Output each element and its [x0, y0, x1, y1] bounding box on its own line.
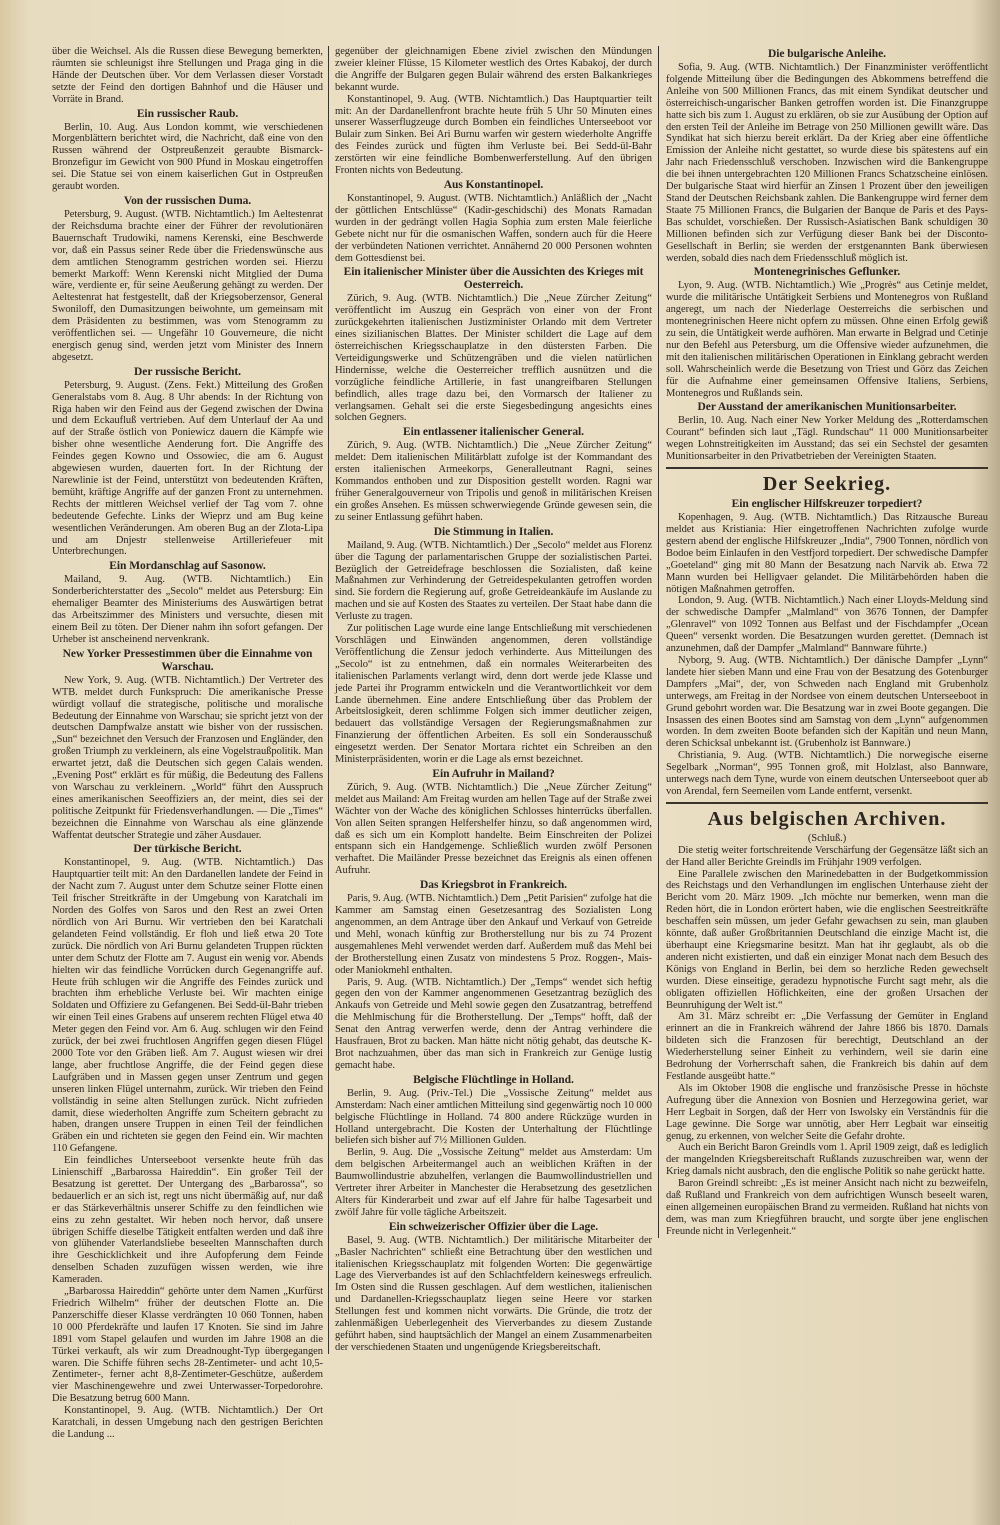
article-paragraph: Berlin, 10. Aug. Nach einer New Yorker Meldung des „Rotterdamschen Courant“ befinden sich laut „Tägl. Rundschau“ 11 000 Munitionsarbeiter wegen Lohnstreitigkeiten im Ausstand; das sei ein Sechstel der gesamten Munitionsarbeiter in den Privatbetrieben der Vereinigten Staaten. [666, 415, 988, 463]
article-headline: Ein Aufruhr in Mailand? [432, 767, 555, 780]
article [335, 426, 652, 523]
article-paragraph: Sofia, 9. Aug. (WTB. Nichtamtlich.) Der Finanzminister veröffentlicht folgende Mitteilung über die Bedingungen des Abkommens betreffend die Anleihe von 500 Millionen Francs, das mit einem Syndikat deutscher und österreichisch-ungarischer Banken getroffen worden ist. Die Finanzgruppe hatte sich bis zum 1. August zu erklären, ob sie zur Ausübung der Option auf den ersten Teil der Anleihe im Betrage von 250 Millionen gewillt wäre. Das Syndikat hat sich hierzu bereit erklärt. Da der Krieg aber eine öffentliche Emission der Anleihe nicht gestattet, so wurde diese bis spätestens auf ein Jahr nach Friedensschluß verschoben. Inzwischen wird die Bankengruppe die bei ihnen untergebrachten 120 Millionen Francs Schatzscheine einlösen. Der bulgarische Staat wird hierfür an Zinsen 1 Prozent über den jeweiligen Stand der Deutschen Reichsbank zahlen. Die Bankengruppe wird ferner dem Staate 75 Millionen Francs, die Bulgarien der Banque de Paris et des Pays-Bas schuldet, vorschießen. Der Russisch-Asiatischen Bank schuldigen 30 Millionen befinden sich zur Verfügung dieser Bank bei der Disconto-Gesellschaft in Berlin; sie werden der erstgenannten Bank überwiesen werden, sobald dies nach dem Friedensschluß möglich ist. [666, 62, 988, 264]
article [335, 879, 652, 1072]
article [52, 366, 323, 559]
article-headline: Das Kriegsbrot in Frankreich. [420, 879, 567, 892]
article-headline: Ein italienischer Minister über die Aussichten des Krieges mit Oesterreich. [343, 266, 644, 292]
article-paragraph: Berlin, 9. Aug. (Priv.-Tel.) Die „Vossische Zeitung“ meldet aus Amsterdam: Nach einer amtlichen Mitteilung sind gegenwärtig noch 10 000 belgische Flüchtlinge in Holland. 74 800 andere Rückzüge wurden in Holland untergebracht. Die Kosten der Unterhaltung der Flüchtlinge beliefen sich bisher auf 7½ Millionen Gulden. [335, 1087, 652, 1147]
article-paragraph: New York, 9. Aug. (WTB. Nichtamtlich.) Der Vertreter des WTB. meldet durch Funkspruch: Die amerikanische Presse würdigt vollauf die strategische, politische und moralische Bedeutung der Einnahme von Warschau; sie spricht jetzt von der deutschen Dampfwalze anstatt wie bisher von der russischen. „Sun“ bezeichnet den Versuch der Franzosen und Engländer, den großen Triumph zu verkleinern, als eine Vogelstraußpolitik. Man erwartet jetzt, daß die Deutschen sich gegen Calais wenden. „Evening Post“ erklärt es für müßig, die Bedeutung des Fallens von Warschau zu verkleinern. „World“ führt den Ausspruch eines amerikanischen Seeoffiziers an, der meint, dies sei der politische Zeitpunkt für Friedensverhandlungen. — Die „Times“ bezeichnen die Einnahme von Warschau als eine glänzende Waffentat deutscher Strategie und zäher Ausdauer. [52, 674, 323, 841]
column-3 [658, 46, 988, 1238]
article [335, 266, 652, 424]
section-headline: Aus belgischen Archiven. [666, 802, 988, 830]
article [52, 195, 323, 364]
article-paragraph: Basel, 9. Aug. (WTB. Nichtamtlich.) Der militärische Mitarbeiter der „Basler Nachrichten“ schließt eine Betrachtung über den westlichen und italienischen Kriegsschauplatz mit folgenden Worten: Die gegenwärtige Lage des Vierverbandes ist auf den Schlachtfeldern keineswegs erfreulich. Im Osten sind die Russen geschlagen. Auf dem westlichen, italienischen und Dardanellen-Kriegsschauplatz liegen seine Heere vor starken Stellungen fest und kommen nicht vorwärts. Die Gründe, die trotz der zahlenmäßigen Ueberlegenheit des Vierverbandes zu diesem Zustande geführt haben, sind hauptsächlich der Mangel an einem Zusammenarbeiten der verschiedenen Staaten und ungenügende Kriegsbereitschaft. [335, 1234, 652, 1353]
article-headline: Ein entlassener italienischer General. [402, 426, 585, 439]
article-paragraph: Kopenhagen, 9. Aug. (WTB. Nichtamtlich.) Das Ritzausche Bureau meldet aus Kristiania: Hier eingetroffenen Nachrichten zufolge wurde gestern abend der englische Hilfskreuzer „India“, 7900 Tonnen, nördlich von Bodoe beim Einlaufen in den Vestfjord torpediert. Der schwedische Dampfer „Goeteland“ ging mit 80 Mann der Besatzung nach Narvik ab. Etwa 72 Mann wurden bei Helligvaer gelandet. Die Militärbehörden haben die nötigen Maßnahmen getroffen. [666, 512, 988, 595]
article-paragraph: Konstantinopel, 9. Aug. (WTB. Nichtamtlich.) Das Hauptquartier teilt mit: An der Dardanellenfront brachte heute früh 5 Uhr 50 Minuten eines unserer Wasserflugzeuge durch Bomben ein feindliches Unterseeboot vor Bulair zum Sinken. Bei Ari Burnu warfen wir gestern wiederholte Angriffe des Feindes zurück und fügten ihm Verluste bei. Bei Sedd-ül-Bahr zerstörten wir eine feindliche Bombenwerferstellung. Auf den übrigen Fronten nichts von Bedeutung. [335, 93, 652, 177]
article-paragraph: Paris, 9. Aug. (WTB. Nichtamtlich.) Der „Temps“ wendet sich heftig gegen den von der Kammer angenommenen Gesetzantrag bezüglich des Ankaufs von Getreide und Mehl sowie gegen den Zusatzantrag, betreffend die Mehlmischung für die Brotherstellung. Der „Temps“ hofft, daß der Senat den Antrag verwerfen werde, denn der Antrag verhindere die Hausfrauen, Brot zu backen. Man hätte nicht nötig gehabt, das deutsche K-Brot nachzuahmen, über das man sich in Frankreich zur Genüge lustig gemacht habe. [335, 976, 652, 1071]
article-headline: Aus Konstantinopel. [443, 178, 544, 191]
column-1 [52, 46, 328, 1441]
article-headline: Der türkische Bericht. [133, 843, 242, 856]
article-paragraph: Nyborg, 9. Aug. (WTB. Nichtamtlich.) Der dänische Dampfer „Lynn“ landete hier sieben Mann und eine Frau von der Besatzung des Gotenburger Dampfers „Mai“, der, von Schweden nach England mit Grubenholz unterwegs, am Freitag in der Nordsee von einem deutschen Unterseeboot in Grund gebohrt worden war. Die Besatzung war in zwei Boote gegangen. Die Insassen des einen Bootes sind am Samstag von dem „Lynn“ aufgenommen worden. In dem zweiten Boote befanden sich der Kapitän und neun Mann, deren Schicksal unbekannt ist. (Grubenholz ist Bannware.) [666, 654, 988, 750]
article [52, 46, 323, 106]
article-paragraph: Konstantinopel, 9. Aug. (WTB. Nichtamtlich.) Der Ort Karatchali, in dessen Umgebung nach den gestrigen Berichten die Landung ... [52, 1405, 323, 1440]
article-paragraph: Zürich, 9. Aug. (WTB. Nichtamtlich.) Die „Neue Zürcher Zeitung“ veröffentlicht im Auszug ein Gespräch von einer von der Front zurückgekehrten italienischen Justizminister Orlando mit dem Vertreter eines sizilianischen Blattes. Der Minister schildert die Lage auf dem österreichischen Kriegsschauplatze in den düstersten Farben. Die Verteidigungswerke und Schützengräben und die vielen natürlichen Hindernisse, welche die Oesterreicher trefflich ausnützen und die vorzügliche feindliche Artillerie, in fast unangreifbaren Stellungen befindlich, alles trage dazu bei, den Vormarsch der Italiener zu verlangsamen. Gehalt sei die erste Siegesbedingung angesichts eines solchen Gegners. [335, 293, 652, 424]
article-headline: Ein russischer Raub. [136, 107, 239, 120]
article [52, 648, 323, 842]
article-paragraph: Zürich, 9. Aug. (WTB. Nichtamtlich.) Die „Neue Zürcher Zeitung“ meldet aus Mailand: Am Freitag wurden am hellen Tage auf der Straße zwei Wächter von der Wache des königlichen Schlosses hinterrücks überfallen. Von allen Seiten sprangen Helfershelfer hinzu, so daß angenommen wird, daß es sich um ein Komplott handelte. Beim Einschreiten der Polizei entspann sich ein Handgemenge. Schließlich wurden zwölf Personen verhaftet. Die Mailänder Presse bezeichnet das Ereignis als einen offenen Aufruhr. [335, 781, 652, 877]
article-headline: Der russische Bericht. [134, 365, 241, 378]
article-paragraph: Mailand, 9. Aug. (WTB. Nichtamtlich.) Der „Secolo“ meldet aus Florenz über die Tagung der parlamentarischen Gruppe der sozialistischen Partei. Bezüglich der Getreidefrage beschlossen die Sozialisten, daß keine Maßnahmen zur Verhinderung der Getreidespekulanten getroffen worden sind. Sie fordern die Regierung auf, große Getreideankäufe im Auslande zu machen und sie auf Kosten des Staates zu verteilen. Der Staat habe dann die Verluste zu tragen. [335, 539, 652, 623]
article-headline: Die bulgarische Anleihe. [768, 48, 886, 60]
article-paragraph: Eine Parallele zwischen den Marinedebatten in der Budgetkommission des Reichstags und den Verhandlungen im englischen Unterhause zieht der Bericht vom 20. März 1909. „Ich möchte nur bemerken, wenn man die Reden hört, die in London erörtert haben, wie die englischen Seestreitkräfte beschaffen sein müssen, um jeder Gefahr gewachsen zu sein, man glauben könnte, daß außer Großbritannien Deutschland die einzige Macht ist, die überhaupt eine Kriegsmarine besitzt. Man hat ihr geglaubt, als ob die anderen nicht existierten, und daß ein einziger Monat nach dem Besuch des Königs von England in Berlin, bei dem so herzliche Reden gewechselt wurden. Diese einseitige, geradezu hypnotische Furcht sagt mehr, als die obligaten offiziellen Höflichkeiten, eine der großen Ursachen der Beunruhigung der Welt ist.“ [666, 868, 988, 1011]
article-paragraph: gegenüber der gleichnamigen Ebene ziviel zwischen den Mündungen zweier kleiner Flüsse, 15 Kilometer westlich des Ortes Kabakoj, der durch die Angriffe der Bulgaren gegen Bulair während des ersten Balkankrieges bekannt wurde. [335, 46, 652, 93]
article-headline: Ein Mordanschlag auf Sasonow. [109, 560, 266, 573]
article [335, 1221, 652, 1354]
article-paragraph: Die stetig weiter fortschreitende Verschärfung der Gegensätze läßt sich an der Hand aller Berichte Greindls im Frühjahr 1909 verfolgen. [666, 844, 988, 868]
article-paragraph: Berlin, 10. Aug. Aus London kommt, wie verschiedenen Morgenblättern berichtet wird, die Nachricht, daß eine von den Russen während der Ostpreußenzeit geraubte Bismarck-Bronzefigur im Gewicht von 900 Pfund in Moskau eingetroffen sei. Die Statue sei von einem kaiserlichen Gut in Ostpreußen geraubt worden. [52, 121, 323, 193]
article-paragraph: Mailand, 9. Aug. (WTB. Nichtamtlich.) Ein Sonderberichterstatter des „Secolo“ meldet aus Petersburg: Ein ehemaliger Beamter des Ministeriums des Auswärtigen betrat das Arbeitszimmer des Ministers und versuchte, diesen mit einem Beil zu töten. Der Diener nahm ihn sofort gefangen. Der Urheber ist anscheinend nervenkrank. [52, 574, 323, 645]
article [335, 179, 652, 264]
article [666, 48, 988, 264]
article-paragraph: Zürich, 9. Aug. (WTB. Nichtamtlich.) Die „Neue Zürcher Zeitung“ meldet: Dem italienischen Militärblatt zufolge ist der Kommandant des ersten italienischen Armeekorps, Generalleutnant Ragni, seines Kommandos enthoben und zur Disposition gestellt worden. Ragni war früher Generalgouverneur von Tripolis und genoß in militärischen Kreisen ein großes Ansehen. Es müssen schwerwiegende Gründe gewesen sein, die zu seiner Entlassung geführt haben. [335, 440, 652, 523]
section-headline: Der Seekrieg. [666, 467, 988, 495]
article-paragraph: Zur politischen Lage wurde eine lange Entschließung mit verschiedenen Vorschlägen und Einwänden angenommen, deren vollständige Veröffentlichung die Zensur jedoch verhinderte. Aus Mitteilungen des „Secolo“ ist zu entnehmen, daß ein normales Weiterarbeiten des italienischen Parlaments verlangt wird, denn dort werde jede Klasse und jede Partei ihr Programm entwickeln und die Verantwortlichkeit vor dem Lande übernehmen. Eine andere Entschließung über das Problem der Arbeitslosigkeit, deren schlimme Folgen sich immer deutlicher zeigen, bedauert das vollständige Versagen der Regierungsmaßnahmen zur Finanzierung der öffentlichen Arbeiten. Es soll ein Sonderausschuß eingesetzt werden. Der Senator Mortara richtet ein Schreiben an den Ministerpräsidenten, worin er die Lage als ernst bezeichnet. [335, 623, 652, 766]
article-paragraph: über die Weichsel. Als die Russen diese Bewegung bemerkten, räumten sie schleunigst ihre Stellungen und Praga ging in die Hände der Deutschen über. Vor dem Verlassen dieser Vorstadt setzte der Feind den dortigen Bahnhof und die Häuser und Vorräte in Brand. [52, 46, 323, 105]
article [666, 467, 988, 798]
article [666, 802, 988, 1238]
article [52, 560, 323, 645]
article [666, 401, 988, 463]
article-paragraph: Ein feindliches Unterseeboot versenkte heute früh das Linienschiff „Barbarossa Haireddin“. Ein großer Teil der Besatzung ist gerettet. Der Untergang des „Barbarossa“, so bedauerlich er an sich ist, regt uns nicht übermäßig auf, nur daß er das Stärkeverhältnis unserer Schiffe zu den feindlichen wie eins zu zehn gestaltet. Wir heben noch hervor, daß unsere übrigen Schiffe dieselbe Tätigkeit entfalten werden und daß ihre von glühender Vaterlandsliebe beseelten Mannschaften durch ihre Geschicklichkeit und ihre Aufopferung dem Feinde denselben Schaden zuzufügen wissen werden, wie ihre Kameraden. [52, 1155, 323, 1286]
article [52, 108, 323, 193]
article [335, 46, 652, 177]
article-paragraph: Petersburg, 9. August. (WTB. Nichtamtlich.) Im Aeltestenrat der Reichsduma brachte einer der Führer der revolutionären Bauernschaft Trudowiki, namens Kerenski, eine Beschwerde vor, daß ein Passus seiner Rede über die Friedenswünsche aus dem amtlichen Stenogramm gestrichen worden sei. Hierzu bemerkt Markoff: Wenn Kerenski nicht Mitglied der Duma wäre, verdiente er, für seine Aeußerung gehängt zu werden. Der Aeltestenrat hat festgestellt, daß der Kriegsoberzensor, General Swoniloff, den Dumasitzungen beiwohnte, um gemeinsam mit dem Präsidenten zu bestimmen, was vom Stenogramm zu veröffentlichen sei. — Ungefähr 10 Gouverneure, die nicht energisch genug sind, werden jetzt vom Minister des Innern abgesetzt. [52, 208, 323, 363]
article-headline: Montenegrinisches Geflunker. [753, 266, 901, 279]
article-headline: Der Ausstand der amerikanischen Munitionsarbeiter. [697, 401, 957, 414]
article [335, 1074, 652, 1219]
article-headline: Die Stimmung in Italien. [433, 525, 554, 538]
article-paragraph: Petersburg, 9. August. (Zens. Fekt.) Mitteilung des Großen Generalstabs vom 8. Aug. 8 Uhr abends: In der Richtung von Riga haben wir den Feind aus der Gegend zwischen der Dwina und dem Eckaufluß vertrieben. Auf dem Unterlauf der Aa und auf der Straße östlich von Poniewicz dauern die Kämpfe wie bisher ohne wesentliche Aenderung fort. Die Angriffe des Feindes gegen Kowno und Ossowiec, die am 6. August abgewiesen wurden, dauerten fort. In der Richtung der Narewlinie ist der Feind, unterstützt von bedeutenden Kräften, bemüht, kräftige Angriffe auf der ganzen Front zu unternehmen. Rechts der mittleren Weichsel verlief der Tag vom 7. ohne bedeutende Gefechte. Links der Wieprz und am Bug keine wesentlichen Veränderungen. Am oberen Bug an der Zlota-Lipa und am Dnjestr stellenweise Artilleriefeuer mit Unterbrechungen. [52, 379, 323, 558]
article-paragraph: Als im Oktober 1908 die englische und französische Presse in höchste Aufregung über die Annexion von Bosnien und Herzegowina geriet, war Herr Legbait in Sorgen, daß der Herr von Iswolsky ein Verständnis für die Lage gewinne. Die Sorge war unnötig, aber Herr Legbait war einseitig genug, zu erkennen, von welcher Seite die Gefahr drohte. [666, 1082, 988, 1142]
article-paragraph: Paris, 9. Aug. (WTB. Nichtamtlich.) Dem „Petit Parisien“ zufolge hat die Kammer am Samstag einen Gesetzesantrag des Sozialisten Long angenommen, an dem Antrage über den Ankauf und Verkauf von Getreide und Mehl, wonach künftig zur Brotherstellung nur bis zu 74 Prozent ausgemahlenes Mehl verwendet werden darf. Außerdem muß das Mehl bei der Brotherstellung einen Zusatz von mindestens 5 Proz. Roggen-, Mais- oder Maniokmehl enthalten. [335, 893, 652, 976]
article-paragraph: Auch ein Bericht Baron Greindls vom 1. April 1909 zeigt, daß es lediglich der mangelnden Kriegsbereitschaft Rußlands zuzuschreiben war, wenn der Krieg damals nicht ausbrach, den die englische Politik so nahe gerückt hatte. [666, 1142, 988, 1178]
article-headline: Von der russischen Duma. [123, 194, 252, 207]
article-paragraph: Baron Greindl schreibt: „Es ist meiner Ansicht nach nicht zu bezweifeln, daß Rußland und Frankreich von dem aufrichtigen Wunsch beseelt waren, einen allgemeinen europäischen Brand zu vermeiden. Rußland hat nichts von dem, was man zum Kriegführen braucht, und sorgte über jene englischen Freunde nicht in Verlegenheit.“ [666, 1178, 988, 1237]
article-paragraph: Lyon, 9. Aug. (WTB. Nichtamtlich.) Wie „Progrès“ aus Cetinje meldet, wurde die militärische Untätigkeit Serbiens und Montenegros von Rußland angeregt, um nach der Niederlage Oesterreichs die serbischen und montenegrinischen Heere nicht opfern zu müssen. Ohne einen Erfolg gewiß zu sein, die Untätigkeit werde aufhören. Man erwarte in Belgrad und Cetinje nur den Befehl aus Petersburg, um die Offensive wieder aufzunehmen, die mit den italienischen militärischen Operationen in Einklang gebracht werden soll. Wahrscheinlich werde die Besetzung von Triest und Görz das Zeichen für die Aufnahme einer gemeinsamen Offensive Italiens, Serbiens, Montenegros und Rußlands sein. [666, 280, 988, 399]
column-2 [328, 46, 658, 1354]
article-headline: Belgische Flüchtlinge in Holland. [413, 1073, 574, 1086]
article-headline: Ein englischer Hilfskreuzer torpediert? [731, 498, 923, 511]
article-headline: New Yorker Pressestimmen über die Einnahme von Warschau. [62, 647, 313, 673]
article-paragraph: Konstantinopel, 9. August. (WTB. Nichtamtlich.) Anläßlich der „Nacht der göttlichen Entschlüsse“ (Kadir-geschidschi) des Monats Ramadan wurden in der gedrängt vollen Hagia Sophia zum ersten Male feierliche Gebete nicht nur für die osmanischen Waffen, sondern auch für die Heere der verbündeten Nationen verrichtet. Annähernd 20 000 Personen wohnten dem Gottesdienst bei. [335, 192, 652, 264]
article [52, 843, 323, 1440]
article-paragraph: „Barbarossa Haireddin“ gehörte unter dem Namen „Kurfürst Friedrich Wilhelm“ früher der deutschen Flotte an. Die Panzerschiffe dieser Klasse verdrängten 10 060 Tonnen, haben 10 000 Pferdekräfte und laufen 17 Knoten. Sie sind im Jahre 1891 vom Stapel gelaufen und wurden im Jahre 1908 an die Türkei verkauft, als wir zum Dreadnought-Typ übergegangen waren. Die Schiffe führen sechs 28-Zentimeter- und acht 10,5-Zentimeter-, ferner acht 8,8-Zentimeter-Geschütze, außerdem vier Maschinengewehre und zwei Unterwasser-Torpedorohre. Die Besatzung betrug 600 Mann. [52, 1286, 323, 1405]
article-paragraph: Konstantinopel, 9. Aug. (WTB. Nichtamtlich.) Das Hauptquartier teilt mit: An den Dardanellen landete der Feind in der Nacht zum 7. August unter dem Schutze seiner Flotte einen Teil frischer Streitkräfte in der Umgebung von Karatchali im Norden des Golfes von Saros und den Rest an zwei Orten nördlich von Ari Burnu. Wir vertrieben den bei Karatchali gelandeten Feind vollständig. Er floh und ließ etwa 20 Tote zurück. Die nördlich von Ari Burnu gelandeten Truppen rückten unter dem Schutz der Flotte am 7. August ein wenig vor. Abends hielten wir das feindliche Vorrücken durch Gegenangriffe auf. Heute früh schlugen wir die Angriffe des Feindes zurück und brachten ihm erhebliche Verluste bei. Wir machten einige Soldaten und Offiziere zu Gefangenen. Bei Sedd-ül-Bahr trieben wir einen Teil eines Grabens auf unserem rechten Flügel etwa 40 Meter gegen den Feind vor. Am 6. Aug. schlugen wir den Feind zurück, der bei zwei fruchtlosen Angriffen gegen diesen Flügel 2000 Tote vor den Gräben ließ. Am 7. August wiesen wir drei lange, aber fruchtlose Angriffe, die der Feind gegen diese Laufgräben und in Massen gegen unser Zentrum und gegen unseren linken Flügel unternahm, zurück. Wir trieben den Feind vollständig in seine alten Stellungen zurück. Nicht zufrieden damit, diese wiederholten Angriffe zum Scheitern gebracht zu haben, drangen unsere Truppen in einen Teil der feindlichen Gräben ein und richteten sie gegen den Feind ein. Wir machten 110 Gefangene. [52, 857, 323, 1155]
article [335, 768, 652, 877]
article-paragraph: Christiania, 9. Aug. (WTB. Nichtamtlich.) Die norwegische eiserne Segelbark „Norman“, 995 Tonnen groß, mit Holzlast, also Bannware, unterwegs nach dem Tyne, wurde von einem deutschen Unterseeboot quer ab von Arendal, fern Seemeilen vom Lande entfernt, versenkt. [666, 750, 988, 797]
article-paragraph: London, 9. Aug. (WTB. Nichtamtlich.) Nach einer Lloyds-Meldung sind der schwedische Dampfer „Malmland“ von 3676 Tonnen, der Dampfer „Glenravel“ von 1092 Tonnen aus Belfast und der Fischdampfer „Ocean Queen“ versenkt worden. Die Besatzungen wurden gerettet. (Demnach ist anzunehmen, daß der Dampfer „Malmland“ Bannware führte.) [666, 595, 988, 655]
article-paragraph: Am 31. März schreibt er: „Die Verfassung der Gemüter in England erinnert an die in Frankreich während der Jahre 1866 bis 1870. Damals bildeten sich die Franzosen für berechtigt, Deutschland an der Wiederherstellung seiner Einheit zu verhindern, weil sie darin eine Bedrohung der Vorherrschaft sahen, die Frankreich bis dahin auf dem Festlande ausgeübt hatte.“ [666, 1011, 988, 1082]
article-paragraph: Berlin, 9. Aug. Die „Vossische Zeitung“ meldet aus Amsterdam: Um dem belgischen Arbeitermangel auch an weiblichen Kräften in der Baumwollindustrie abzuhelfen, verlangen die Baumwollindustriellen und Vertreter ihrer Arbeiter in Manchester die Herabsetzung des gesetzlichen Alters für Kinderarbeit und zwar auf elf Jahre für halbe Tagesarbeit und zwölf Jahre für volle tägliche Arbeitszeit. [335, 1147, 652, 1218]
article-subtitle: (Schluß.) [807, 832, 847, 844]
article [335, 526, 652, 766]
article-headline: Ein schweizerischer Offizier über die Lage. [388, 1220, 599, 1233]
article [666, 266, 988, 399]
